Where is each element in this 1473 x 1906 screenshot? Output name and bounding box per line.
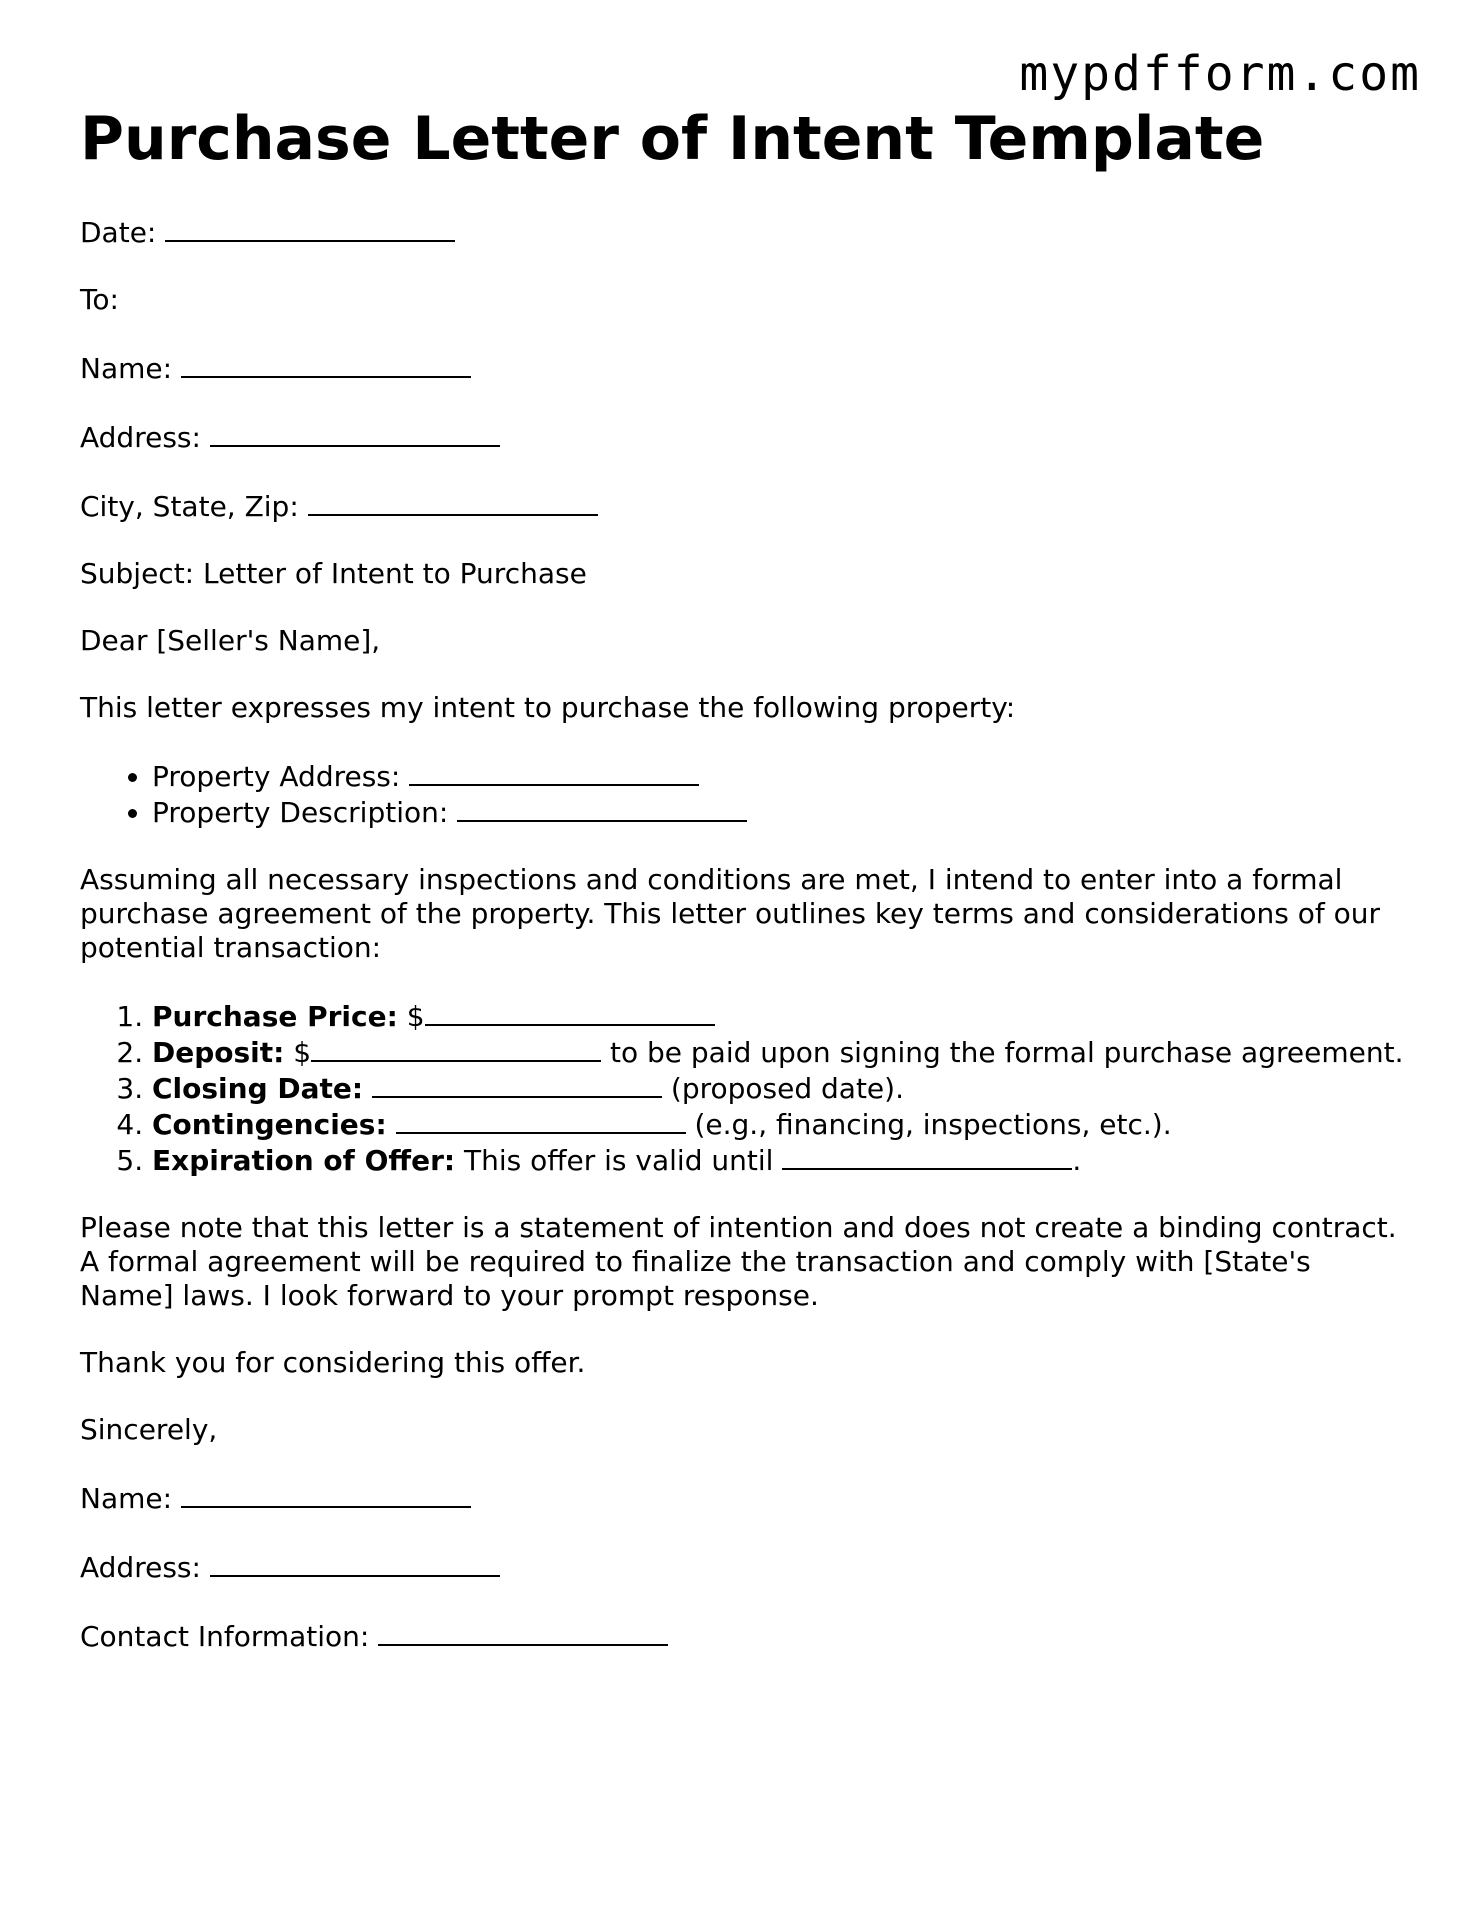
purchase-price-label: Purchase Price:	[152, 1000, 398, 1033]
term-suffix: (e.g., financing, inspections, etc.).	[685, 1108, 1172, 1141]
sender-name-label: Name:	[80, 1482, 173, 1515]
term-item	[152, 1034, 1410, 1070]
thanks-paragraph: Thank you for considering this offer.	[80, 1346, 586, 1379]
expiration-label: Expiration of Offer:	[152, 1144, 456, 1177]
purchase-price-blank[interactable]	[425, 998, 715, 1026]
closing-date-label: Closing Date:	[152, 1072, 364, 1105]
recipient-address-line	[80, 419, 1410, 455]
terms-list	[80, 998, 1410, 1178]
sender-contact-label: Contact Information:	[80, 1620, 370, 1653]
recipient-address-label: Address:	[80, 421, 201, 454]
note-paragraph: Please note that this letter is a statement of intention and does not create a binding contract. A formal agreement will be required to finalize the transaction and comply with [State's Name] laws. I look forward to your prompt response.	[80, 1211, 1397, 1312]
recipient-name-label: Name:	[80, 352, 173, 385]
term-prefix: $	[397, 1000, 425, 1033]
intro-paragraph: This letter expresses my intent to purchase the following property:	[80, 691, 1016, 724]
date-label: Date:	[80, 216, 157, 249]
closing-line: Sincerely,	[80, 1413, 218, 1446]
recipient-city-line	[80, 488, 1410, 524]
date-line	[80, 214, 1410, 250]
term-prefix: This offer is valid until	[455, 1144, 783, 1177]
recipient-name-blank[interactable]	[181, 350, 471, 378]
contingencies-label: Contingencies:	[152, 1108, 387, 1141]
term-item	[152, 998, 1410, 1034]
property-address-blank[interactable]	[409, 758, 699, 786]
closing-date-blank[interactable]	[372, 1070, 662, 1098]
deposit-label: Deposit:	[152, 1036, 285, 1069]
to-label: To:	[80, 283, 119, 316]
term-item	[152, 1106, 1410, 1142]
term-suffix: to be paid upon signing the formal purchase agreement.	[601, 1036, 1404, 1069]
letter-document	[80, 106, 1410, 1687]
property-description-blank[interactable]	[457, 794, 747, 822]
sender-name-line	[80, 1480, 1410, 1516]
property-list	[80, 758, 1410, 830]
sender-contact-line	[80, 1618, 1410, 1654]
expiration-blank[interactable]	[782, 1142, 1072, 1170]
watermark: mypdfform.com	[1019, 46, 1421, 102]
term-suffix: .	[1072, 1144, 1082, 1177]
date-blank[interactable]	[165, 214, 455, 242]
sender-contact-blank[interactable]	[378, 1618, 668, 1646]
sender-address-label: Address:	[80, 1551, 201, 1584]
to-line	[80, 283, 1410, 317]
recipient-name-line	[80, 350, 1410, 386]
property-item	[152, 794, 1410, 830]
property-description-label: Property Description:	[152, 796, 449, 829]
body-paragraph: Assuming all necessary inspections and conditions are met, I intend to enter into a formal purchase agreement of the property. This letter outlines key terms and considerations of our potential transaction:	[80, 863, 1381, 964]
contingencies-blank[interactable]	[396, 1106, 686, 1134]
term-prefix	[363, 1072, 372, 1105]
term-suffix: (proposed date).	[662, 1072, 904, 1105]
sender-address-blank[interactable]	[210, 1549, 500, 1577]
salutation: Dear [Seller's Name],	[80, 624, 381, 657]
subject-line: Subject: Letter of Intent to Purchase	[80, 557, 587, 590]
term-item	[152, 1070, 1410, 1106]
sender-address-line	[80, 1549, 1410, 1585]
property-item	[152, 758, 1410, 794]
page-title: Purchase Letter of Intent Template	[80, 104, 1265, 174]
term-item	[152, 1142, 1410, 1178]
term-prefix	[387, 1108, 396, 1141]
deposit-blank[interactable]	[311, 1034, 601, 1062]
recipient-city-blank[interactable]	[308, 488, 598, 516]
term-prefix: $	[284, 1036, 312, 1069]
sender-name-blank[interactable]	[181, 1480, 471, 1508]
recipient-address-blank[interactable]	[210, 419, 500, 447]
property-address-label: Property Address:	[152, 760, 401, 793]
recipient-city-label: City, State, Zip:	[80, 490, 299, 523]
